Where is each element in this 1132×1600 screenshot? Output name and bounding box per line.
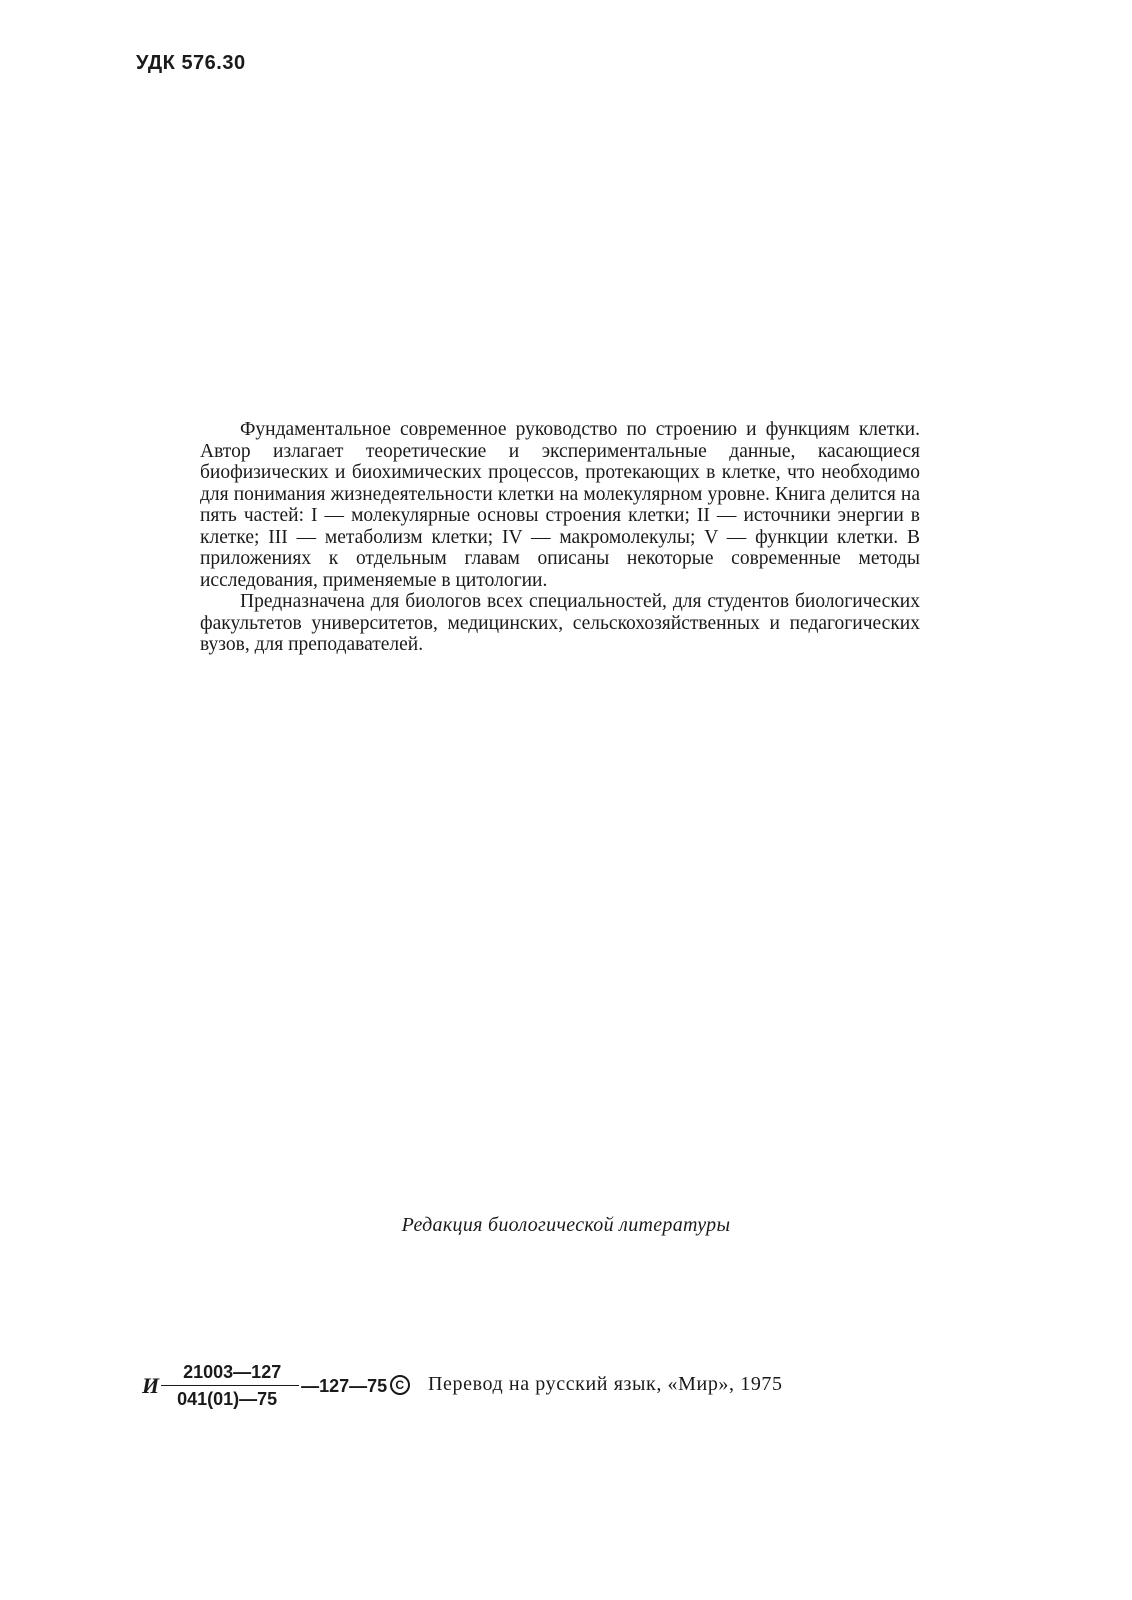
book-annotation [200, 419, 920, 656]
publication-fraction [161, 1362, 299, 1410]
copyright-icon: C [390, 1375, 410, 1395]
publication-suffix: —127—75 [301, 1375, 388, 1396]
udk-code: УДК 576.30 [136, 52, 246, 74]
fraction-numerator: 21003—127 [161, 1362, 299, 1386]
publication-code [142, 1356, 387, 1416]
publication-letter: И [142, 1373, 160, 1398]
copyright-text: Перевод на русский язык, «Мир», 1975 [428, 1373, 783, 1395]
annotation-paragraph: Предназначена для биологов всех специальностей, для студентов биологических факультетов университетов, медицинских, сельскохозяйственных и педагогических вузов, для преподавателей. [200, 591, 920, 655]
fraction-denominator: 041(01)—75 [177, 1389, 278, 1409]
annotation-paragraph: Фундаментальное современное руководство по строению и функциям клетки. Автор излагает теоретические и экспериментальные данные, касающиеся биофизических и биохимических процессов, протекающих в клетке, что необходимо для понимания жизнедеятельности клетки на молекулярном уровне. Книга делится на пять частей: I — молекулярные основы строения клетки; II — источники энергии в клетке; III — метаболизм клетки; IV — макромолекулы; V — функции клетки. В приложениях к отдельным главам описаны некоторые современные методы исследования, применяемые в цитологии. [200, 419, 920, 591]
copyright-line [390, 1373, 783, 1396]
edition-label: Редакция биологической литературы [401, 1214, 731, 1236]
